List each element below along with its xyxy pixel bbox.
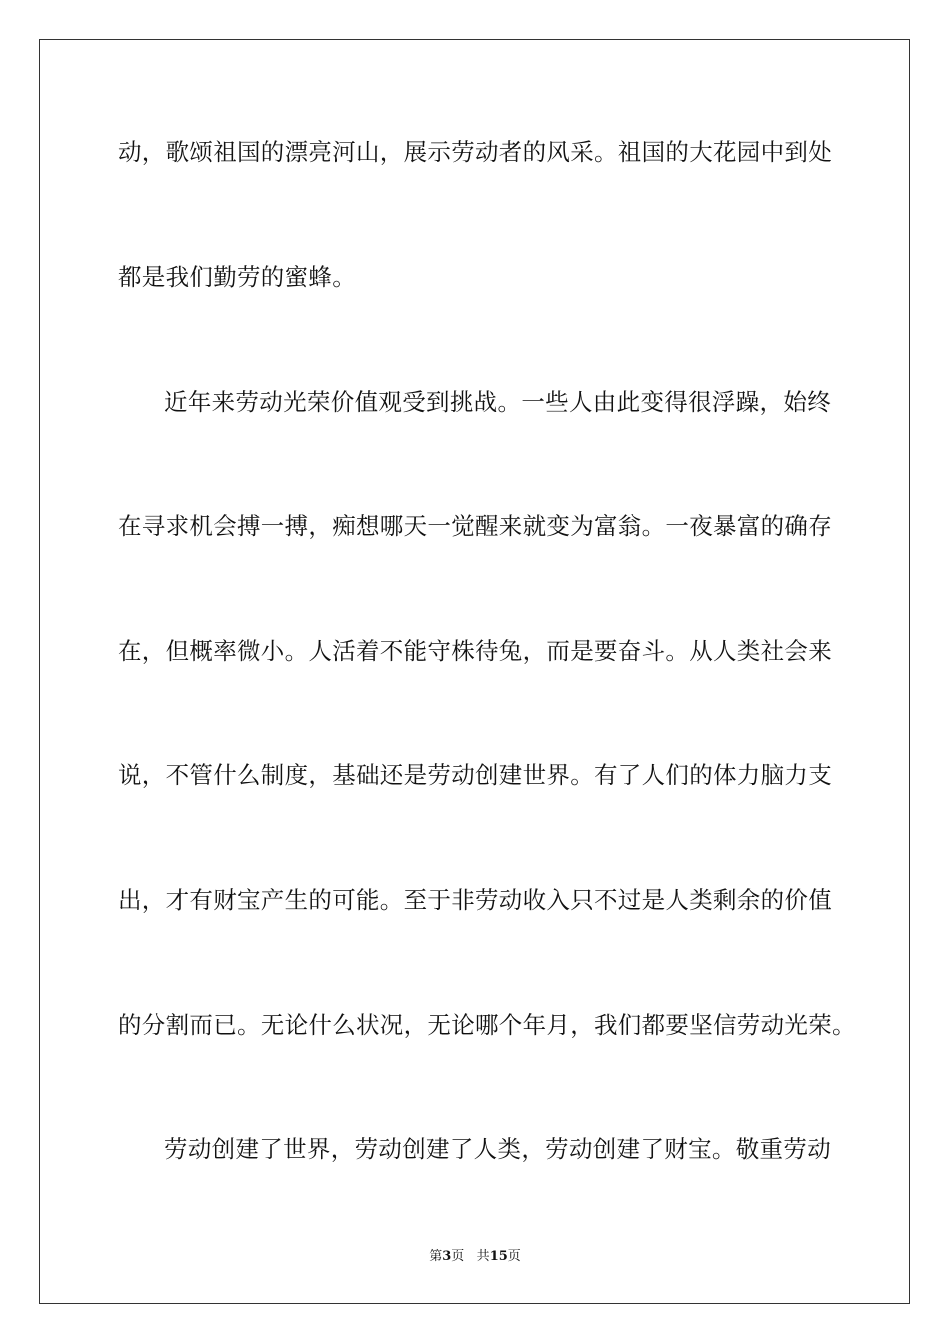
footer-page-prefix: 第 — [429, 1249, 443, 1264]
paragraph-line-5: 在，但概率微小。人活着不能守株待兔，而是要奋斗。从人类社会来 — [118, 637, 832, 665]
paragraph-line-9: 劳动创建了世界，劳动创建了人类，劳动创建了财宝。敬重劳动 — [164, 1135, 831, 1163]
footer-total-suffix: 页 — [507, 1249, 521, 1264]
footer-total-prefix: 共 — [476, 1249, 490, 1264]
paragraph-line-1: 动，歌颂祖国的漂亮河山，展示劳动者的风采。祖国的大花园中到处 — [118, 138, 832, 166]
page-border — [39, 39, 910, 1304]
paragraph-line-4: 在寻求机会搏一搏，痴想哪天一觉醒来就变为富翁。一夜暴富的确存 — [118, 512, 832, 540]
footer-page-suffix: 页 — [451, 1249, 465, 1264]
page-footer — [0, 1248, 950, 1266]
footer-page-number: 3 — [442, 1249, 452, 1264]
footer-total-pages: 15 — [489, 1249, 508, 1264]
paragraph-line-6: 说，不管什么制度，基础还是劳动创建世界。有了人们的体力脑力支 — [118, 761, 832, 789]
paragraph-line-2: 都是我们勤劳的蜜蜂。 — [118, 263, 356, 291]
paragraph-line-7: 出，才有财宝产生的可能。至于非劳动收入只不过是人类剩余的价值 — [118, 886, 832, 914]
paragraph-line-8: 的分割而已。无论什么状况，无论哪个年月，我们都要坚信劳动光荣。 — [118, 1011, 856, 1039]
paragraph-line-3: 近年来劳动光荣价值观受到挑战。一些人由此变得很浮躁，始终 — [164, 388, 831, 416]
